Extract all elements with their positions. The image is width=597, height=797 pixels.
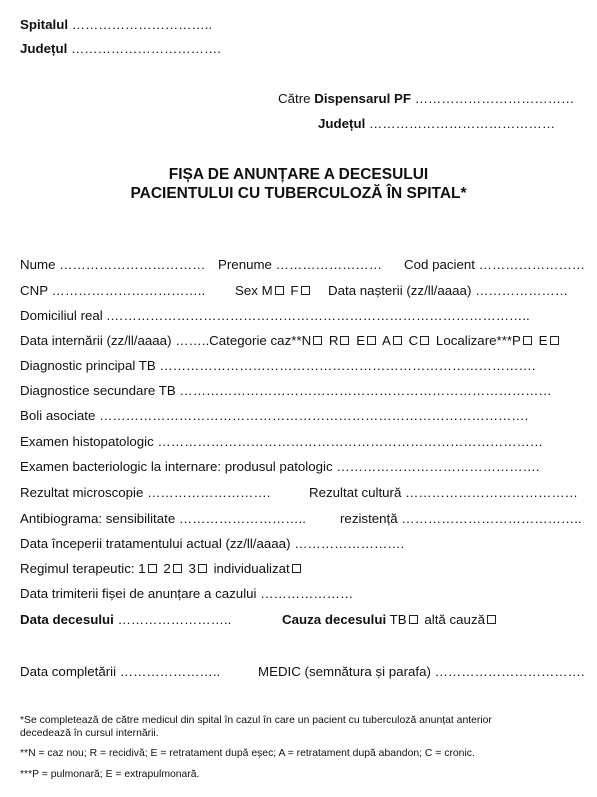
regim-indiv-label: individualizat xyxy=(213,561,290,576)
row-name xyxy=(20,257,595,273)
cat-r-checkbox[interactable] xyxy=(340,336,349,345)
footnote-1-line2: decedează în cursul internării. xyxy=(20,728,159,739)
data-decesului-input[interactable]: …………………….. xyxy=(117,612,232,627)
medic-field[interactable]: MEDIC (semnătura și parafa) ……………………………. xyxy=(258,664,585,679)
form-title-line1: FIȘA DE ANUNȚARE A DECESULUI xyxy=(168,166,429,183)
regim-2-label: 2 xyxy=(163,561,171,576)
data-decesului-label: Data decesului xyxy=(20,612,114,627)
regim-3-label: 3 xyxy=(188,561,196,576)
row-cnp xyxy=(20,283,595,299)
cat-a-checkbox[interactable] xyxy=(393,336,402,345)
regim-3-checkbox[interactable] xyxy=(198,564,207,573)
sex-f-label: F xyxy=(290,283,299,298)
dispensary-county-label: Județul xyxy=(318,116,366,131)
domiciliu-field[interactable]: Domiciliul real .………………………………………………………………………………….. xyxy=(20,308,530,323)
antibiograma-field[interactable]: Antibiograma: sensibilitate ……………………….. xyxy=(20,511,306,526)
sex-f-checkbox[interactable] xyxy=(301,286,310,295)
cat-e-checkbox[interactable] xyxy=(367,336,376,345)
row-deces xyxy=(20,612,595,628)
row-antibiograma xyxy=(20,511,595,527)
diag-secundare-field[interactable]: Diagnostice secundare TB ………………………………………………………………………… xyxy=(20,383,552,398)
loc-e-checkbox[interactable] xyxy=(550,336,559,345)
dispensary-county-input[interactable]: …………………………………… xyxy=(368,116,556,131)
regim-indiv-checkbox[interactable] xyxy=(292,564,301,573)
hospital-line xyxy=(20,17,212,33)
form-title-line2: PACIENTULUI CU TUBERCULOZĂ ÎN SPITAL* xyxy=(130,185,467,202)
regim-2-checkbox[interactable] xyxy=(173,564,182,573)
cat-a-label: A xyxy=(382,333,391,348)
examen-bact-field[interactable]: Examen bacteriologic la internare: produsul patologic ………………………………………. xyxy=(20,459,540,474)
cnp-field[interactable]: CNP …………………………….. xyxy=(20,283,206,298)
rezultat-micro-field[interactable]: Rezultat microscopie ………………………. xyxy=(20,485,271,500)
examen-histo-field[interactable]: Examen histopatologic …………………………………………………………………………… xyxy=(20,434,544,449)
cod-pacient-field[interactable]: Cod pacient …………………… xyxy=(404,257,586,272)
hospital-label: Spitalul xyxy=(20,17,69,32)
sex-m-checkbox[interactable] xyxy=(275,286,284,295)
data-trimiterii-field[interactable]: Data trimiterii fișei de anunțare a cazului ………………… xyxy=(20,586,354,601)
cauza-label: Cauza decesului xyxy=(282,612,387,627)
loc-p-checkbox[interactable] xyxy=(523,336,532,345)
cat-c-checkbox[interactable] xyxy=(420,336,429,345)
cauza-group xyxy=(282,612,499,628)
data-inceperii-field[interactable]: Data începerii tratamentului actual (zz/ll/aaaa) ……………………. xyxy=(20,536,405,551)
dispensary-input[interactable]: ……………………………… xyxy=(414,91,575,106)
dispensary-label: Dispensarul PF xyxy=(314,91,412,106)
regim-1-checkbox[interactable] xyxy=(148,564,157,573)
localizare-label: Localizare***P xyxy=(435,333,521,348)
dispensary-line xyxy=(278,91,574,107)
to-prefix: Către xyxy=(278,91,311,106)
data-completarii-field[interactable]: Data completării ………………….. xyxy=(20,664,221,679)
row-rezultat xyxy=(20,485,595,501)
cauza-alta-label: altă cauză xyxy=(424,612,485,627)
boli-asociate-field[interactable]: Boli asociate ……………………………………………………………………………………. xyxy=(20,408,529,423)
rezistenta-field[interactable]: rezistență ………………………………….. xyxy=(340,511,582,526)
footnote-3: ***P = pulmonară; E = extrapulmonară. xyxy=(20,769,200,780)
cauza-tb-label: TB xyxy=(389,612,407,627)
cat-c-label: C xyxy=(408,333,419,348)
sex-m-label: Sex M xyxy=(235,283,273,298)
cat-n-checkbox[interactable] xyxy=(313,336,322,345)
cauza-tb-checkbox[interactable] xyxy=(409,615,418,624)
row-regim xyxy=(20,561,304,577)
cat-e-label: E xyxy=(356,333,366,348)
cauza-alta-checkbox[interactable] xyxy=(487,615,496,624)
footnote-1-line1: *Se completează de către medicul din spital în cazul în care un pacient cu tuberculoză anunțat anterior xyxy=(20,715,492,726)
nume-field[interactable]: Nume …………………………… xyxy=(20,257,206,272)
county-line xyxy=(20,41,221,57)
row-internare xyxy=(20,333,562,349)
diag-principal-field[interactable]: Diagnostic principal TB …………………………………………………………………………. xyxy=(20,358,536,373)
data-internarii-field[interactable]: Data internării (zz/ll/aaaa) ……..Categorie caz**N xyxy=(20,333,312,348)
row-completare xyxy=(20,664,595,680)
cat-r-label: R xyxy=(328,333,339,348)
prenume-field[interactable]: Prenume …………………… xyxy=(218,257,383,272)
rezultat-cultura-field[interactable]: Rezultat cultură ………………………………… xyxy=(309,485,578,500)
regim-label: Regimul terapeutic: 1 xyxy=(20,561,146,576)
data-nasterii-field[interactable]: Data nașterii (zz/ll/aaaa) ………………… xyxy=(328,283,569,298)
county-input[interactable]: ……………………………. xyxy=(70,41,221,56)
dispensary-county-line xyxy=(318,116,555,132)
county-label: Județul xyxy=(20,41,68,56)
footnote-2: **N = caz nou; R = recidivă; E = retratament după eșec; A = retratament după abandon; C = cronic. xyxy=(20,748,475,759)
sex-group xyxy=(235,283,313,299)
loc-e-label: E xyxy=(538,333,548,348)
hospital-input[interactable]: ………………………….. xyxy=(71,17,213,32)
